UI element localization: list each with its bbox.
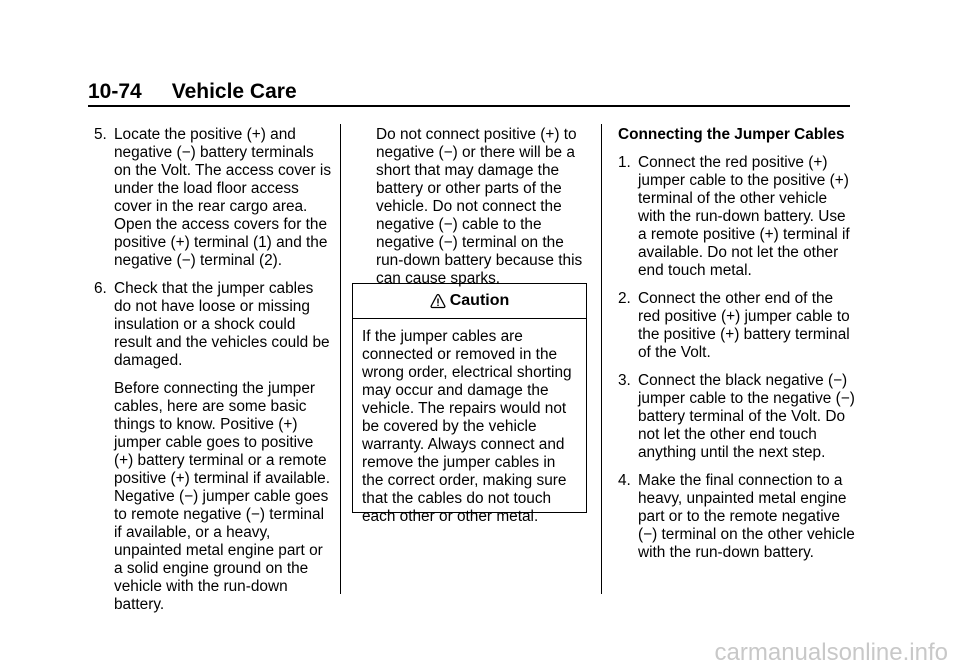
step-number: 5. xyxy=(94,126,107,143)
warning-icon xyxy=(430,293,446,309)
step-text: Check that the jumper cables do not have loose or missing insulation or a shock could result and the vehicles could be damaged. xyxy=(114,280,330,369)
step-number: 3. xyxy=(618,372,631,389)
jumper-note: Before connecting the jumper cables, here are some basic things to know. Positive (+) jumper cable goes to positive (+) battery terminal or a remote positive (+) terminal if available. Negative (−) jumper cable goes to remote negative (−) terminal if available, or a heavy, unpainted metal engine part or a solid engine ground on the vehicle with the run-down battery. xyxy=(114,380,330,613)
section-title: Vehicle Care xyxy=(171,80,297,103)
column-right xyxy=(618,126,858,572)
watermark: carmanualsonline.info xyxy=(714,639,948,666)
column-divider-1 xyxy=(340,124,341,594)
column-middle xyxy=(356,126,592,298)
continuation-text: Do not connect positive (+) to negative (−) or there will be a short that may damage the battery or other parts of the vehicle. Do not connect the negative (−) cable to the negative (−) terminal on the run-down battery because this can cause sparks. xyxy=(376,126,583,287)
step-text: Make the final connection to a heavy, unpainted metal engine part or to the remote negative (−) terminal on the other vehicle with the run-down battery. xyxy=(638,472,855,561)
caution-header xyxy=(353,284,586,319)
step-number: 1. xyxy=(618,154,631,171)
step-6 xyxy=(94,280,334,370)
header-rule xyxy=(88,105,850,107)
page-number: 10-74 xyxy=(88,80,142,103)
step-text: Connect the red positive (+) jumper cable to the positive (+) terminal of the other vehicle with the run-down battery. Use a remote positive (+) terminal if available. Do not let the other end touch metal. xyxy=(638,154,850,279)
step-3 xyxy=(618,372,858,462)
step-number: 6. xyxy=(94,280,107,297)
caution-body: If the jumper cables are connected or removed in the wrong order, electrical shorting may occur and damage the vehicle. The repairs would not be covered by the vehicle warranty. Always connect and remove the jumper cables in the correct order, making sure that the cables do not touch each other or other metal. xyxy=(362,328,572,525)
step-text: Connect the other end of the red positive (+) jumper cable to the positive (+) battery terminal of the Volt. xyxy=(638,290,850,361)
section-heading: Connecting the Jumper Cables xyxy=(618,126,845,143)
step-text: Locate the positive (+) and negative (−) battery terminals on the Volt. The access cover is under the load floor access cover in the rear cargo area. Open the access covers for the positive (+) terminal (1) and the negative (−) terminal (2). xyxy=(114,126,332,269)
caution-title: Caution xyxy=(449,292,510,309)
page-header xyxy=(88,80,297,104)
column-left xyxy=(94,126,334,624)
step-2 xyxy=(618,290,858,362)
step-number: 4. xyxy=(618,472,631,489)
step-5 xyxy=(94,126,334,270)
caution-box xyxy=(352,283,587,525)
step-1 xyxy=(618,154,858,280)
column-divider-2 xyxy=(601,124,602,594)
step-number: 2. xyxy=(618,290,631,307)
step-text: Connect the black negative (−) jumper cable to the negative (−) battery terminal of the Volt. Do not let the other end touch anything until the next step. xyxy=(638,372,855,461)
step-4 xyxy=(618,472,858,562)
